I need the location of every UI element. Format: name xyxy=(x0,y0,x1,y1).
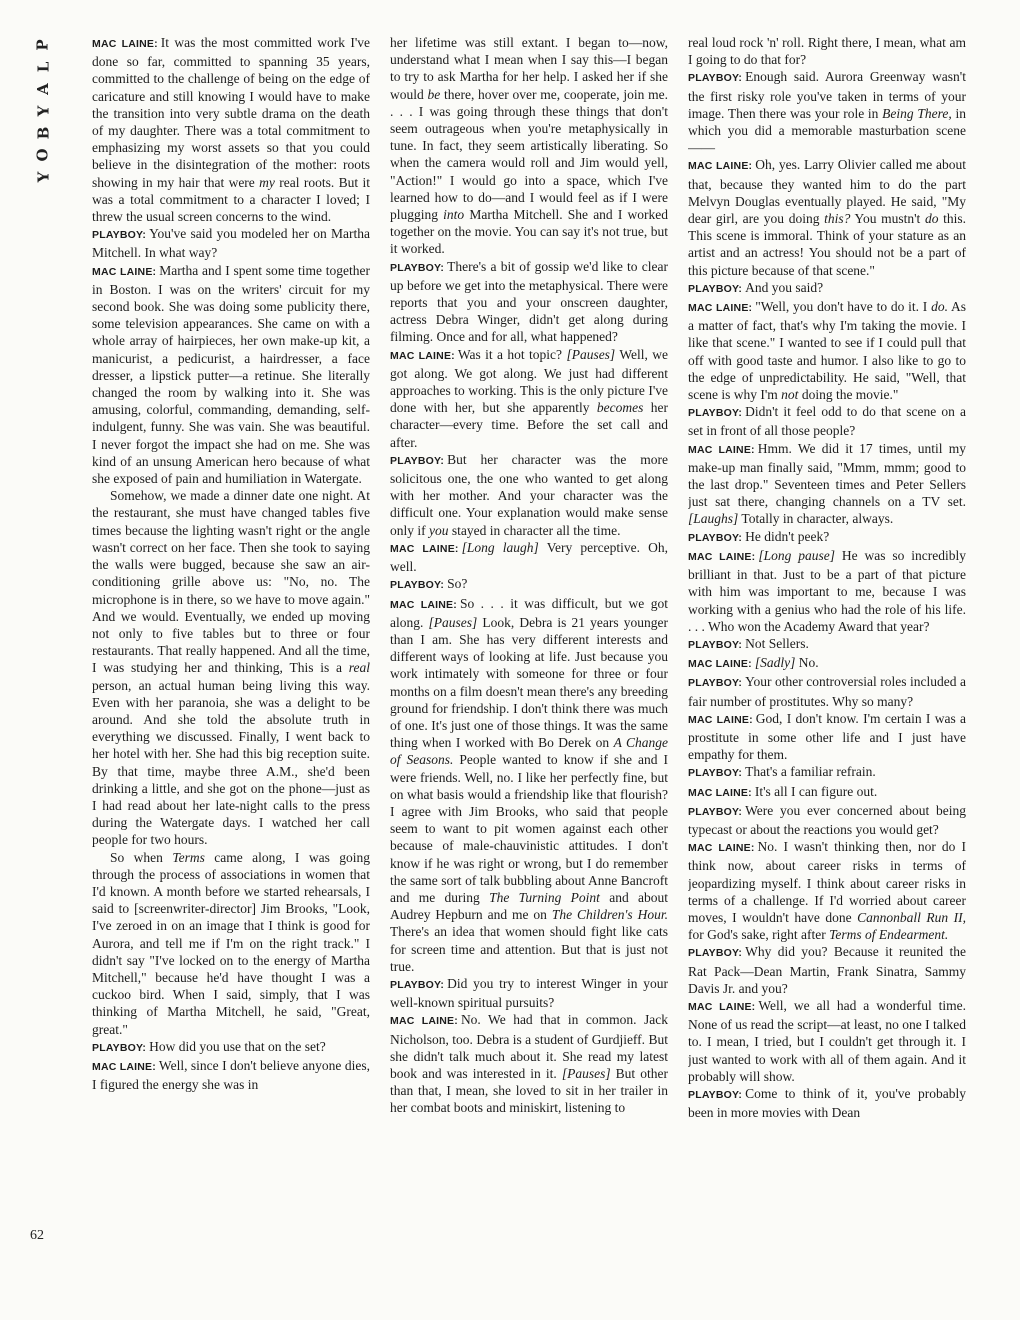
body-text: doing the movie." xyxy=(798,387,899,403)
body-text: real roots. But it was a total commitment to a character I loved; I threw the usual screen concerns to the wind. xyxy=(92,174,370,225)
italic-text: not xyxy=(781,387,799,403)
interview-paragraph xyxy=(688,673,966,709)
interview-paragraph xyxy=(390,346,668,451)
text-paragraph xyxy=(92,849,370,1038)
body-text: Why did you? Because it reunited the Rat Pack—Dean Martin, Frank Sinatra, Sammy Davis Jr. and you? xyxy=(688,944,966,996)
body-text: person, an actual human being living this way. Even with her paranoia, she was a delight to be around. And she told the absolute truth in everything we discussed. Finally, I went back to her hotel with her. She had this big reception suite. By that time, maybe three A.M., she'd been drinking a little, and she got on the phone—just as I had read about her late-night calls to the press during the Watergate days. I watched her call people for two hours. xyxy=(92,677,370,848)
speaker-label: PLAYBOY: xyxy=(390,261,445,274)
body-text: God, I don't know. I'm certain I was a prostitute in some other life and I just have empathy for them. xyxy=(688,710,966,763)
page-number: 62 xyxy=(30,1228,44,1243)
body-text: for God's sake, right after xyxy=(688,927,830,943)
body-text: Your other controversial roles included a fair number of prostitutes. Why so many? xyxy=(688,674,966,709)
interview-paragraph xyxy=(688,802,966,838)
interview-paragraph xyxy=(688,838,966,943)
interview-paragraph xyxy=(688,68,966,156)
body-text: came along, I was going through the process of associations in women that I'd known. A month before we started rehearsals, I said to [screenwriter-director] Jim Brooks, "Look, I've zeroed in on an image that I think is good for Aurora, and tell me if I'm on the right track." I didn't say "I've locked on to the energy of Martha Mitchell," because he'd have thought I was a cuckoo bird. When I said, simply, that I was thinking of Martha Mitchell, he said, "Great, great." xyxy=(92,849,370,1037)
body-text: Not Sellers. xyxy=(745,635,809,651)
body-text: Hmm. We did it 17 times, until my make-up man finally said, "Mmm, mmm; good to the last drop." Seventeen times and Peter Sellers just sat there, changing channels on a TV set. xyxy=(688,440,966,510)
body-text: Did you try to interest Winger in your well-known spiritual pursuits? xyxy=(390,975,668,1011)
speaker-label: PLAYBOY: xyxy=(688,407,743,420)
italic-text: [Sadly] xyxy=(754,655,796,671)
speaker-label: MAC LAINE: xyxy=(688,160,753,173)
italic-text: becomes xyxy=(596,400,644,416)
text-paragraph xyxy=(688,34,966,68)
italic-text: do xyxy=(924,211,939,227)
masthead-letter: B xyxy=(34,126,52,140)
body-text: Oh, yes. Larry Olivier called me about that, because they wanted him to do the part Melvyn Douglas eventually played. He said, "My dear girl, are you doing xyxy=(688,157,966,227)
interview-paragraph xyxy=(688,635,966,654)
speaker-label: PLAYBOY: xyxy=(688,805,743,818)
text-column-2 xyxy=(390,34,668,1280)
body-text: Very perceptive. Oh, well. xyxy=(390,539,668,575)
italic-text: this? xyxy=(824,211,851,227)
body-text: "Well, you don't have to do it. I xyxy=(755,299,932,315)
speaker-label: MAC LAINE: xyxy=(688,658,752,671)
body-text: You've said you modeled her on Martha Mitchell. In what way? xyxy=(92,226,370,261)
italic-text: real xyxy=(348,660,370,676)
speaker-label: MAC LAINE: xyxy=(688,713,753,726)
body-text: No. We had that in common. Jack Nicholson, too. Debra is a student of Gurdjieff. But she didn't talk much about it. She read my latest book and was interested in it. xyxy=(390,1012,668,1081)
body-text: in which you did a memorable masturbation scene—— xyxy=(688,105,966,156)
speaker-label: MAC LAINE: xyxy=(390,349,455,362)
speaker-label: MAC LAINE: xyxy=(92,38,158,50)
body-text: There's an idea that women should fight like cats for screen time and attention. But that is just not true. xyxy=(390,924,668,974)
italic-text: my xyxy=(259,174,275,190)
interview-paragraph xyxy=(688,547,966,635)
body-text: Somehow, we made a dinner date one night. At the restaurant, she must have changed tables five times because the lighting wasn't right or the angle wasn't correct on her face. Then she took to saying the walls were bugged, because she saw an air-conditioning grille above us: "No, no. The microphone is in there, so we have to move again." And we would. Eventually, we ended up moving not only to five tables but to three or four restaurants. That really happened. And all the time, I was studying her and thinking, This is a xyxy=(92,488,370,676)
speaker-label: PLAYBOY: xyxy=(688,531,743,544)
text-column-1 xyxy=(92,34,370,1280)
interview-paragraph xyxy=(92,1038,370,1057)
masthead-letter: Y xyxy=(34,105,52,117)
speaker-label: MAC LAINE: xyxy=(390,1015,458,1028)
italic-text: [Long laugh] xyxy=(461,539,539,555)
speaker-label: MAC LAINE: xyxy=(390,542,459,555)
body-text: Martha and I spent some time together in Boston. I was on the writers' circuit for my second book. She was doing some publicity there, some television appearances. She came on with a whole array of hairpieces, her own make-up kit, a manicurist, a pedicurist, a hairdresser, a face dresser, a lipstick putter—a retinue. She literally changed the room by walking into it. She was amusing, colorful, commanding, demanding, self-indulgent, funny. She was vain. She was beautiful. I never forgot the impact she had on me. She was kind of an unsung American hero because of what she exposed of pain and humiliation in Watergate. xyxy=(92,262,370,487)
interview-paragraph xyxy=(688,710,966,764)
interview-paragraph xyxy=(92,1057,370,1093)
interview-paragraph xyxy=(688,298,966,403)
italic-text: Being There, xyxy=(882,105,952,121)
body-text: But her character was the more solicitous one, the one who wanted to get along with her mother. And your character was the difficult one. Your explanation would make sense only if xyxy=(390,451,668,538)
interview-paragraph xyxy=(688,783,966,802)
body-text: Well, we got along. We got along. We just had different approaches to working. This is the only picture I've done with her, but she apparently xyxy=(390,346,668,416)
masthead-letter: Y xyxy=(34,171,52,183)
body-text: Well, since I don't believe anyone dies, I figured the energy she was in xyxy=(92,1057,370,1093)
speaker-label: MAC LAINE: xyxy=(688,443,755,456)
speaker-label: PLAYBOY: xyxy=(688,947,743,960)
interview-paragraph xyxy=(390,575,668,594)
speaker-label: MAC LAINE: xyxy=(688,786,752,799)
speaker-label: PLAYBOY: xyxy=(688,1088,743,1101)
italic-text: be xyxy=(427,86,441,102)
italic-text: Terms of Endearment. xyxy=(829,927,949,943)
interview-paragraph xyxy=(688,763,966,782)
body-text: her lifetime was still extant. I began to—now, understand what I mean when I say this—I began to try to ask Martha for her help. I asked her if she would xyxy=(390,35,668,102)
italic-text: you xyxy=(429,522,449,538)
magazine-masthead xyxy=(26,34,60,188)
body-text: As a matter of fact, that's why I'm taking the movie. I like that scene." I wanted to see if I could pull that off with good taste and humor. I also like to go to the edge of unpredictability. He said, "Well, that scene is why I'm xyxy=(688,299,966,403)
speaker-label: PLAYBOY: xyxy=(390,978,445,991)
body-text: He didn't peek? xyxy=(745,528,830,544)
speaker-label: PLAYBOY: xyxy=(92,1041,147,1054)
italic-text: do. xyxy=(931,299,948,315)
speaker-label: PLAYBOY: xyxy=(688,638,743,651)
body-text: Totally in character, always. xyxy=(738,511,894,527)
masthead-letter: O xyxy=(33,148,52,162)
italic-text: [Pauses] xyxy=(561,1065,611,1081)
speaker-label: MAC LAINE: xyxy=(92,265,157,278)
italic-text: into xyxy=(443,207,465,223)
body-text: Look, Debra is 21 years younger than I am. She has very different interests and different ways of looking at life. Just because you work intimately with someone for three or four months on a film doesn't mean there's any breeding ground for friendship. I don't think there was much of one. It's just one of those things. It was the same thing when I worked with Bo Derek on xyxy=(390,614,668,751)
interview-paragraph xyxy=(390,451,668,539)
body-text: So? xyxy=(447,576,468,592)
body-text: You mustn't xyxy=(850,211,925,227)
body-text: her character—every time. Before the set call and after. xyxy=(390,400,668,450)
speaker-label: PLAYBOY: xyxy=(688,282,743,295)
body-text: and about Audrey Hepburn and me on xyxy=(390,889,668,923)
interview-paragraph xyxy=(688,440,966,528)
interview-paragraph xyxy=(688,528,966,547)
interview-paragraph xyxy=(688,156,966,278)
speaker-label: PLAYBOY: xyxy=(390,579,445,592)
interview-paragraph xyxy=(688,997,966,1085)
masthead-letter: P xyxy=(34,39,52,51)
speaker-label: PLAYBOY: xyxy=(688,72,743,85)
interview-paragraph xyxy=(688,943,966,997)
body-text: Enough said. Aurora Greenway wasn't the first risky role you've taken in terms of your image. Then there was your role in xyxy=(688,69,966,121)
interview-paragraph xyxy=(688,1085,966,1121)
interview-paragraph xyxy=(390,975,668,1011)
body-text: Martha Mitchell. She and I worked together on the movie. You can say it's not true, but it worked. xyxy=(390,207,668,257)
body-text: there, hover over me, cooperate, join me. . . . I was going through these things that don't seem outrageous when you're metaphysically in tune. In fact, they seem artistically liberating. So when the camera would roll and Jim would yell, "Action!" I would go into a space, which I've learned how to do—and I would feel as if I were plugging xyxy=(390,86,668,223)
interview-paragraph xyxy=(92,34,370,225)
body-text: Was it a hot topic? xyxy=(457,346,567,362)
body-text: No. xyxy=(795,655,819,671)
body-text: That's a familiar refrain. xyxy=(745,764,876,780)
interview-paragraph xyxy=(688,654,966,673)
body-text: Well, we all had a wonderful time. None of us read the script—at least, no one I talked to. I mean, I tried, but I couldn't get through it. I just wanted to work with all of them again. And it probably will show. xyxy=(688,997,966,1084)
interview-paragraph xyxy=(390,1011,668,1116)
interview-paragraph xyxy=(390,258,668,346)
body-text: stayed in character all the time. xyxy=(448,522,621,538)
text-paragraph xyxy=(92,487,370,848)
interview-paragraph xyxy=(390,539,668,575)
body-text: No. I wasn't thinking then, nor do I think now, about career risks in terms of jeopardizing myself. I think about career risks in terms of a challenge. If I'd worried about career moves, I wouldn't have done xyxy=(688,839,966,925)
speaker-label: PLAYBOY: xyxy=(688,677,743,690)
speaker-label: MAC LAINE: xyxy=(688,302,753,315)
speaker-label: MAC LAINE: xyxy=(688,1000,756,1013)
body-text: So when xyxy=(110,849,173,865)
speaker-label: PLAYBOY: xyxy=(92,229,147,242)
interview-paragraph xyxy=(92,262,370,488)
body-text: this. This scene is immoral. Think of your stature as an artist and an actress! You should not be a part of this picture because of that scene." xyxy=(688,211,966,278)
body-text: It's all I can figure out. xyxy=(754,783,878,799)
italic-text: [Laughs] xyxy=(688,511,739,527)
body-text: Were you ever concerned about being typecast or about the reactions you would get? xyxy=(688,802,966,837)
masthead-letter: L xyxy=(33,61,52,73)
body-text: Come to think of it, you've probably been in more movies with Dean xyxy=(688,1085,966,1121)
interview-paragraph xyxy=(92,225,370,261)
body-text: Didn't it feel odd to do that scene on a set in front of all those people? xyxy=(688,404,966,439)
interview-paragraph xyxy=(390,595,668,975)
speaker-label: PLAYBOY: xyxy=(688,767,743,780)
italic-text: The Children's Hour. xyxy=(551,907,668,923)
italic-text: Terms xyxy=(172,849,205,865)
body-text: People wanted to know if she and I were friends. Well, no. I like her perfectly fine, but on what basis would a friendship like that flourish? I agree with Jim Brooks, who said that people seem to want to pit women against each other because of male-chauvinistic attitudes. I don't know if he was right or wrong, but I do remember the same sort of talk bubbling about Anne Bancroft and me during xyxy=(390,752,668,905)
body-text: He was so incredibly brilliant in that. Just to be a part of that picture with him was important to me, because I was working with a genius who had the role of his life. . . . Who won the Academy Award that year? xyxy=(688,547,966,634)
interview-paragraph xyxy=(688,403,966,439)
body-text: But other than that, I mean, she loved to sit in her trailer in her combat boots and miniskirt, listening to xyxy=(390,1065,668,1116)
speaker-label: MAC LAINE: xyxy=(688,842,755,855)
text-column-3 xyxy=(688,34,966,1280)
masthead-letter: A xyxy=(33,83,52,95)
body-text: And you said? xyxy=(745,279,824,295)
body-text: real loud rock 'n' roll. Right there, I mean, what am I going to do that for? xyxy=(688,35,966,68)
text-paragraph xyxy=(390,34,668,258)
italic-text: A Change of Seasons. xyxy=(390,735,668,768)
italic-text: [Pauses] xyxy=(566,346,616,362)
interview-paragraph xyxy=(688,279,966,298)
italic-text: Cannonball Run II, xyxy=(857,909,966,925)
speaker-label: MAC LAINE: xyxy=(688,550,756,563)
speaker-label: PLAYBOY: xyxy=(390,454,445,467)
speaker-label: MAC LAINE: xyxy=(92,1060,156,1073)
body-text: So . . . it was difficult, but we got along. xyxy=(390,595,668,630)
body-text: There's a bit of gossip we'd like to clear up before we get into the metaphysical. There were reports that you and your onscreen daughter, actress Debra Winger, didn't get along during filming. Once and for all, what happened? xyxy=(390,258,668,345)
body-text: How did you use that on the set? xyxy=(149,1038,326,1054)
body-text: It was the most committed work I've done so far, committed to spanning 35 years, committed to the challenge of being on the edge of caricature and still knowing I would have to make the transition into very subtle drama on the death of my daughter. There was a total commitment to emphasizing my worst assets so that you could believe in the disintegration of the mother: roots showing in my hair that were xyxy=(92,35,370,190)
italic-text: [Long pause] xyxy=(758,547,835,563)
italic-text: The Turning Point xyxy=(489,889,600,905)
speaker-label: MAC LAINE: xyxy=(390,598,457,611)
italic-text: [Pauses] xyxy=(428,614,478,630)
